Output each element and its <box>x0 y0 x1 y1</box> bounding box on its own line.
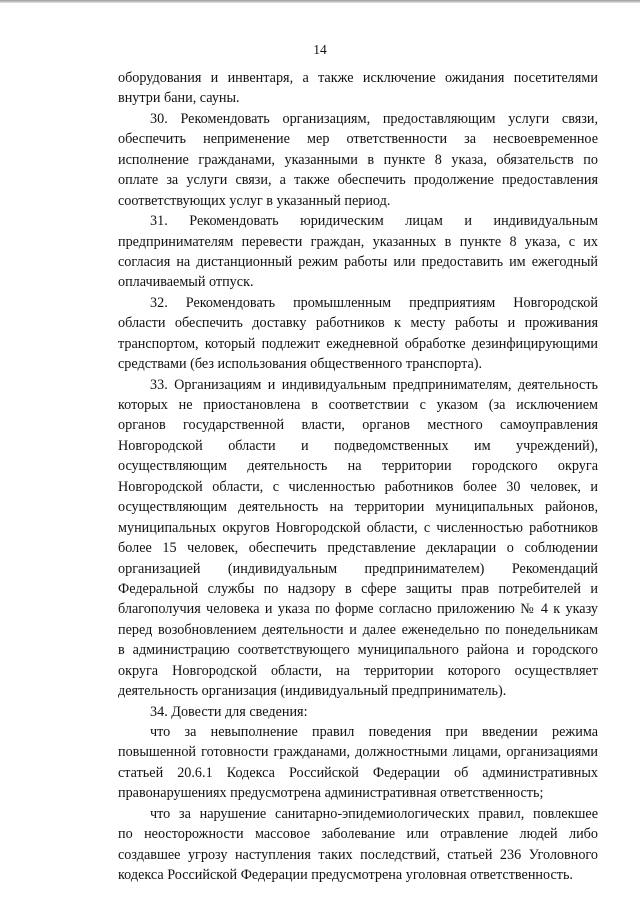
text-line: благополучия человека и указа по форме согласно приложению № 4 к указу <box>118 601 598 618</box>
text-line: что за нарушение санитарно-эпидемиологических правил, повлекшее <box>150 805 598 822</box>
text-line: 34. Довести для сведения: <box>150 703 308 720</box>
text-line: области обеспечить доставку работников к месту работы и проживания <box>118 315 598 332</box>
text-line: в администрацию соответствующего муниципального района и городского <box>118 642 598 659</box>
text-line: организацией (индивидуальным предпринимателем) Рекомендаций <box>118 560 598 577</box>
text-line: транспортом, который подлежит ежедневной обработке дезинфицирующими <box>118 335 598 352</box>
text-line: что за невыполнение правил поведения при введении режима <box>150 724 598 740</box>
text-line: соответствующих услуг в указанный период. <box>118 192 391 209</box>
text-line: которых не приостановлена в соответствии с указом (за исключением <box>118 397 598 413</box>
text-line: Новгородской области и подведомственных им учреждений), <box>118 437 598 454</box>
paragraph-p34 <box>118 702 598 722</box>
text-line: Новгородской области, с численностью работников более 30 человек, и <box>118 478 598 495</box>
text-line: согласия на дистанционный режим работы или предоставить им ежегодный <box>118 253 598 270</box>
text-line: муниципальных округов Новгородской области, с численностью работников <box>118 519 598 536</box>
paragraph-p31 <box>118 211 598 293</box>
text-line: по неосторожности массовое заболевание или отравление людей либо <box>118 826 598 843</box>
paragraph-p34b <box>118 804 598 886</box>
text-line: Федеральной службы по надзору в сфере защиты прав потребителей и <box>118 580 598 597</box>
text-line: оборудования и инвентаря, а также исключение ожидания посетителями <box>118 70 598 86</box>
text-line: создавшее угрозу наступления таких последствий, статьей 236 Уголовного <box>118 846 598 863</box>
text-line: кодекса Российской Федерации предусмотрена уголовная ответственность. <box>118 867 573 884</box>
text-line: органов государственной власти, органов местного самоуправления <box>118 417 598 434</box>
text-line: 32. Рекомендовать промышленным предприятиям Новгородской <box>150 294 598 311</box>
paragraph-p32 <box>118 293 598 375</box>
scan-top-edge <box>0 0 640 3</box>
text-line: округа Новгородской области, на территории которого осуществляет <box>118 662 598 679</box>
paragraph-p30 <box>118 109 598 211</box>
text-line: осуществляющим деятельность на территории муниципальных районов, <box>118 499 598 516</box>
page-number: 14 <box>313 42 327 57</box>
text-line: 31. Рекомендовать юридическим лицам и индивидуальным <box>150 213 598 230</box>
text-line: повышенной готовности гражданами, должностными лицами, организациями <box>118 744 598 761</box>
paragraph-p33 <box>118 375 598 702</box>
text-line: осуществляющим деятельность на территории городского округа <box>118 458 598 475</box>
text-line: обеспечить неприменение мер ответственности за несвоевременное <box>118 131 598 148</box>
text-line: перед возобновлением деятельности и далее еженедельно по понедельникам <box>118 621 598 638</box>
text-line: 30. Рекомендовать организациям, предоставляющим услуги связи, <box>150 110 598 127</box>
document-body <box>118 68 598 886</box>
text-line: 33. Организациям и индивидуальным предпринимателям, деятельность <box>150 376 598 393</box>
text-line: внутри бани, сауны. <box>118 90 240 107</box>
paragraph-p34a <box>118 722 598 804</box>
text-line: оплачиваемый отпуск. <box>118 274 254 291</box>
text-line: предпринимателям перевести граждан, указанных в пункте 8 указа, с их <box>118 233 598 250</box>
text-line: деятельность организация (индивидуальный предприниматель). <box>118 683 507 700</box>
text-line: более 15 человек, обеспечить представление декларации о соблюдении <box>118 540 598 557</box>
text-line: оплате за услуги связи, а также обеспечить продолжение предоставления <box>118 172 598 189</box>
text-line: правонарушениях предусмотрена административная ответственность; <box>118 785 544 802</box>
text-line: исполнение гражданами, указанными в пункте 8 указа, обязательств по <box>118 151 598 168</box>
text-line: средствами (без использования общественного транспорта). <box>118 356 483 373</box>
text-line: статьей 20.6.1 Кодекса Российской Федерации об административных <box>118 764 598 781</box>
paragraph-p-cont <box>118 68 598 109</box>
